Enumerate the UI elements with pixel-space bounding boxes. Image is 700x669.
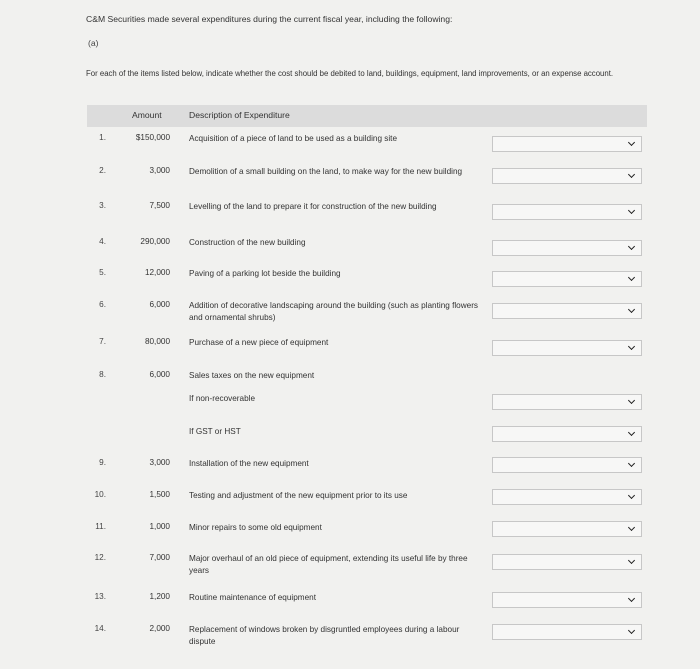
account-select[interactable]	[492, 303, 642, 319]
row-number: 6.	[99, 300, 106, 309]
chevron-down-icon	[626, 341, 638, 355]
row-amount: 6,000	[149, 370, 170, 379]
row-number: 13.	[94, 592, 106, 601]
row-number: 7.	[99, 337, 106, 346]
account-select[interactable]	[492, 426, 642, 442]
row-number: 12.	[94, 553, 106, 562]
chevron-down-icon	[626, 272, 638, 286]
chevron-down-icon	[626, 555, 638, 569]
chevron-down-icon	[626, 241, 638, 255]
chevron-down-icon	[626, 522, 638, 536]
row-description: Installation of the new equipment	[189, 459, 309, 468]
row-description: Testing and adjustment of the new equipment prior to its use	[189, 491, 408, 500]
table-header-band	[87, 105, 647, 127]
row-number: 2.	[99, 166, 106, 175]
row-amount: 7,500	[149, 201, 170, 210]
account-select[interactable]	[492, 204, 642, 220]
row-number: 1.	[99, 133, 106, 142]
chevron-down-icon	[626, 205, 638, 219]
row-amount: 2,000	[149, 624, 170, 633]
row-amount: 1,000	[149, 522, 170, 531]
row-amount: 12,000	[144, 268, 170, 277]
instruction-text: For each of the items listed below, indicate whether the cost should be debited to land, buildings, equipment, land improvements, or an expense account.	[86, 69, 614, 78]
row-number: 3.	[99, 201, 106, 210]
problem-intro: C&M Securities made several expenditures during the current fiscal year, including the following:	[86, 14, 453, 24]
row-number: 11.	[95, 522, 106, 531]
row-description: Paving of a parking lot beside the building	[189, 269, 341, 278]
chevron-down-icon	[626, 395, 638, 409]
chevron-down-icon	[626, 427, 638, 441]
row-amount: 1,500	[149, 490, 170, 499]
account-select[interactable]	[492, 394, 642, 410]
row-description: Purchase of a new piece of equipment	[189, 338, 329, 347]
account-select[interactable]	[492, 240, 642, 256]
account-select[interactable]	[492, 521, 642, 537]
row-description: Construction of the new building	[189, 238, 306, 247]
account-select[interactable]	[492, 271, 642, 287]
account-select[interactable]	[492, 457, 642, 473]
chevron-down-icon	[626, 137, 638, 151]
chevron-down-icon	[626, 625, 638, 639]
chevron-down-icon	[626, 169, 638, 183]
row-amount: 3,000	[149, 458, 170, 467]
row-description: Sales taxes on the new equipment	[189, 371, 315, 380]
account-select[interactable]	[492, 489, 642, 505]
part-label: (a)	[88, 38, 99, 48]
row-description: Major overhaul of an old piece of equipment, extending its useful life by three years	[189, 554, 468, 575]
header-description: Description of Expenditure	[189, 110, 290, 120]
row-description: Levelling of the land to prepare it for construction of the new building	[189, 202, 437, 211]
row-description: If non-recoverable	[189, 394, 255, 403]
row-amount: 6,000	[149, 300, 170, 309]
row-description: Replacement of windows broken by disgruntled employees during a labour dispute	[189, 625, 460, 646]
account-select[interactable]	[492, 136, 642, 152]
row-number: 4.	[99, 237, 106, 246]
row-amount: $150,000	[135, 133, 170, 142]
row-number: 5.	[99, 268, 106, 277]
row-number: 8.	[99, 370, 106, 379]
account-select[interactable]	[492, 592, 642, 608]
chevron-down-icon	[626, 490, 638, 504]
account-select[interactable]	[492, 340, 642, 356]
row-amount: 1,200	[149, 592, 170, 601]
chevron-down-icon	[626, 593, 638, 607]
row-description: Routine maintenance of equipment	[189, 593, 316, 602]
row-amount: 290,000	[140, 237, 170, 246]
account-select[interactable]	[492, 624, 642, 640]
row-description: Minor repairs to some old equipment	[189, 523, 322, 532]
row-number: 10.	[94, 490, 106, 499]
row-number: 9.	[99, 458, 106, 467]
header-amount: Amount	[132, 110, 162, 120]
row-description: Demolition of a small building on the land, to make way for the new building	[189, 167, 463, 176]
chevron-down-icon	[626, 304, 638, 318]
row-amount: 7,000	[149, 553, 170, 562]
account-select[interactable]	[492, 554, 642, 570]
chevron-down-icon	[626, 458, 638, 472]
row-description: If GST or HST	[189, 427, 241, 436]
row-amount: 3,000	[149, 166, 170, 175]
row-description: Addition of decorative landscaping around the building (such as planting flowers and ornamental shrubs)	[189, 301, 479, 322]
account-select[interactable]	[492, 168, 642, 184]
row-amount: 80,000	[144, 337, 170, 346]
row-description: Acquisition of a piece of land to be used as a building site	[189, 134, 398, 143]
row-number: 14.	[94, 624, 106, 633]
